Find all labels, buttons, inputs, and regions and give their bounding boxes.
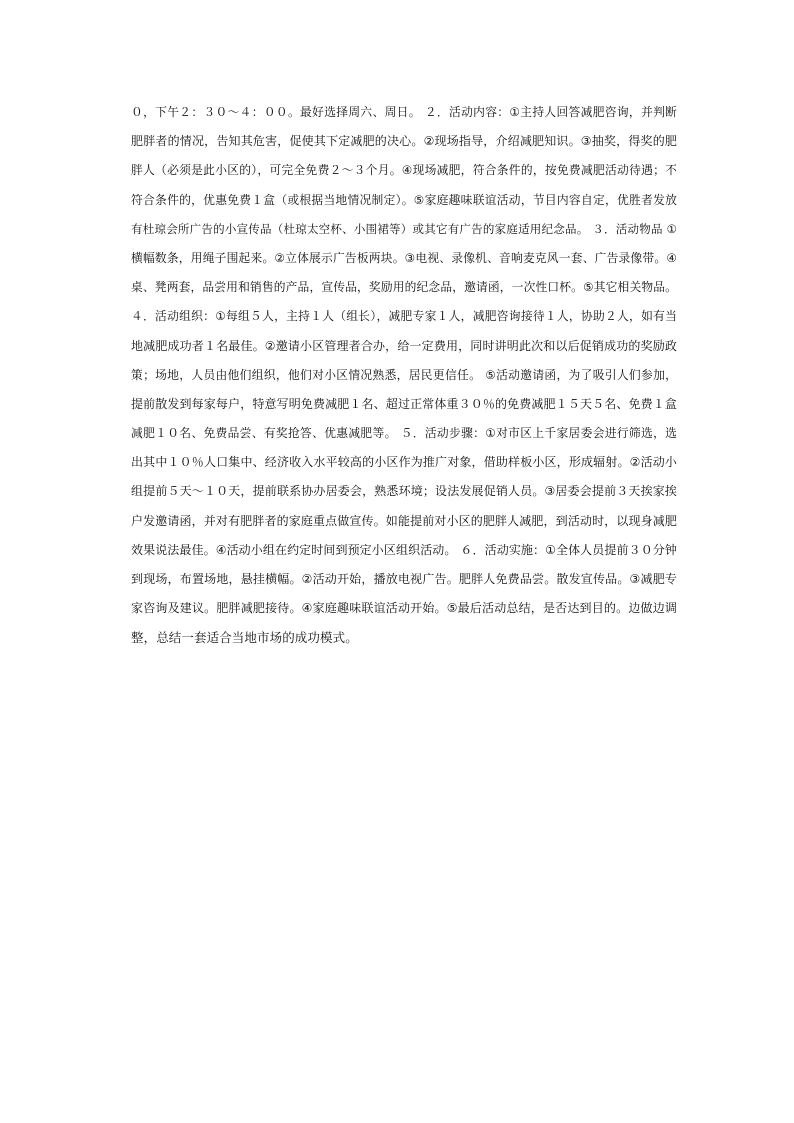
text-line: 组提前５天～１０天，提前联系协办居委会，熟悉环境；设法发展促销人员。③居委会提前３天挨家挨: [131, 484, 677, 499]
text-line: 户发邀请函，并对有肥胖者的家庭重点做宣传。如能提前对小区的肥胖人减肥，到活动时，以现身减肥: [131, 513, 677, 528]
text-line: 出其中１０％人口集中、经济收入水平较高的小区作为推广对象，借助样板小区，形成辐射。②活动小: [131, 455, 677, 470]
text-line: 减肥１０名、免费品尝、有奖抢答、优惠减肥等。 ５．活动步骤：①对市区上千家居委会进行筛选，选: [131, 426, 677, 441]
text-line: 家咨询及建议。肥胖减肥接待。④家庭趣味联谊活动开始。⑤最后活动总结，是否达到目的。边做边调: [131, 601, 677, 616]
text-line: 到现场，布置场地，悬挂横幅。②活动开始，播放电视广告。肥胖人免费品尝。散发宣传品。③减肥专: [131, 572, 677, 586]
text-line: 有杜琼会所广告的小宣传品（杜琼太空杯、小围裙等）或其它有广告的家庭适用纪念品。 ３．活动物品 ①: [131, 221, 677, 236]
text-line: 符合条件的，优惠免费１盒（或根据当地情况制定）。⑤家庭趣味联谊活动，节目内容自定，优胜者发放: [131, 192, 677, 207]
text-line: 策；场地，人员由他们组织，他们对小区情况熟悉，居民更信任。 ⑤活动邀请函，为了吸引人们参加，: [131, 367, 677, 382]
text-line: 胖人（必须是此小区的），可完全免费２～３个月。④现场减肥，符合条件的，按免费减肥活动待遇；不: [131, 163, 677, 178]
text-line: 桌、凳两套，品尝用和销售的产品，宣传品，奖励用的纪念品，邀请函，一次性口杯。⑤其它相关物品。: [131, 280, 677, 295]
text-line: 提前散发到每家每户，特意写明免费减肥１名、超过正常体重３０％的免费减肥１５天５名、免费１盒: [131, 396, 677, 411]
text-line-last: 整，总结一套适合当地市场的成功模式。: [131, 630, 358, 646]
text-line: 肥胖者的情况，告知其危害，促使其下定减肥的决心。②现场指导，介绍减肥知识。③抽奖，得奖的肥: [131, 134, 677, 149]
text-line: 效果说法最佳。④活动小组在约定时间到预定小区组织活动。 ６．活动实施：①全体人员提前３０分钟: [131, 542, 677, 557]
body-paragraph: [131, 98, 677, 653]
text-line: 横幅数条，用绳子围起来。②立体展示广告板两块。③电视、录像机、音响麦克风一套、广告录像带。④: [131, 250, 677, 265]
text-line: ４．活动组织：①每组５人，主持１人（组长），减肥专家１人，减肥咨询接待１人，协助２人，如有当: [131, 309, 677, 324]
text-line: 地减肥成功者１名最佳。②邀请小区管理者合办，给一定费用，同时讲明此次和以后促销成功的奖励政: [131, 338, 677, 353]
text-line: ０，下午２：３０～４：００。最好选择周六、周日。 ２．活动内容：①主持人回答减肥咨询，并判断: [131, 105, 677, 119]
